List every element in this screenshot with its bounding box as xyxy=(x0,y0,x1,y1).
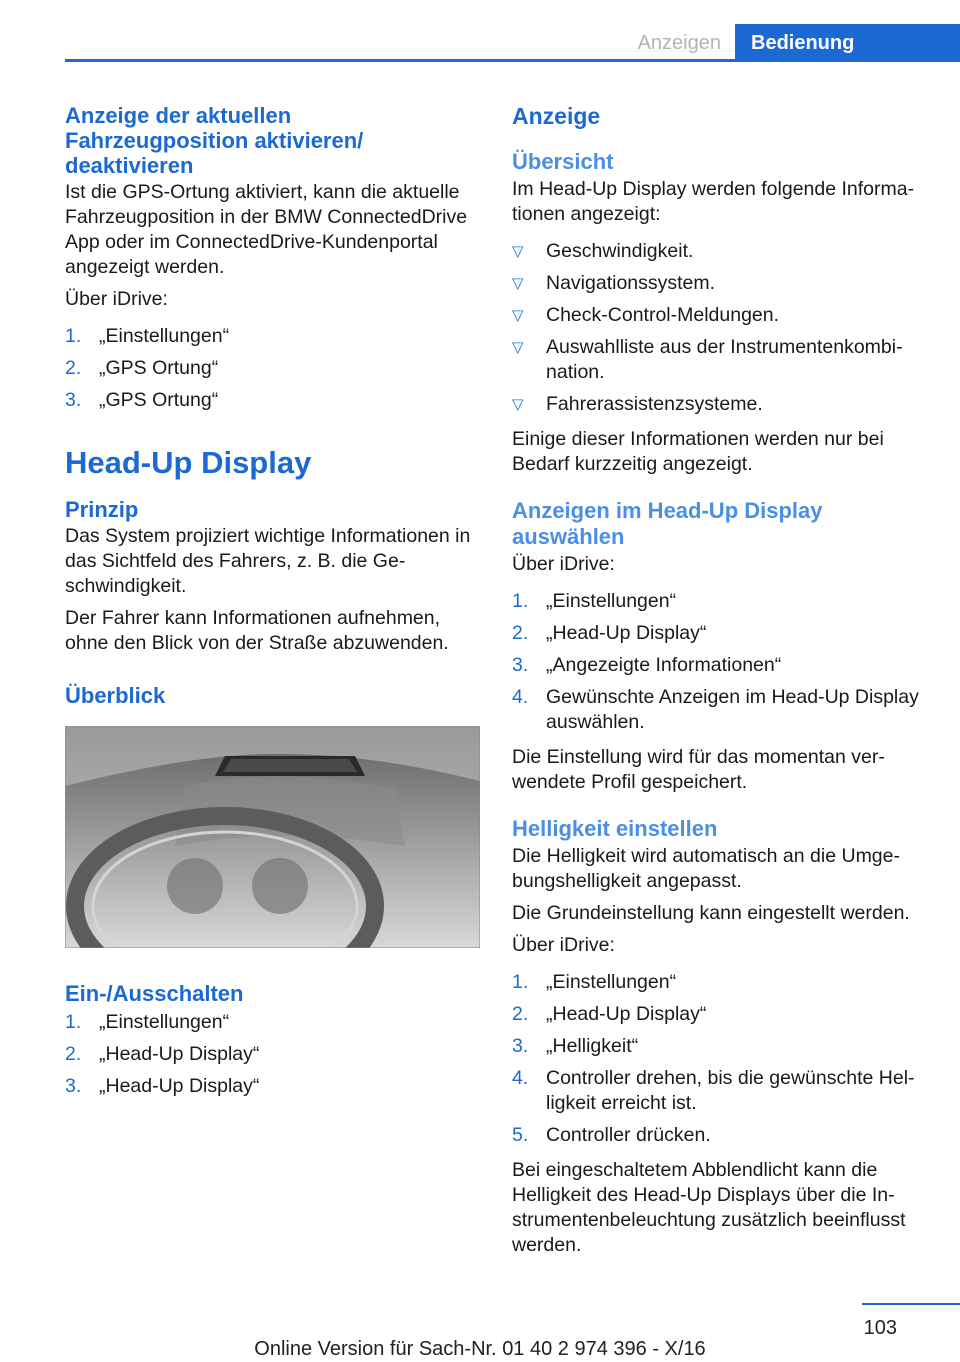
list-item: 4. Gewünschte Anzeigen im Head-Up Display auswählen. xyxy=(512,686,919,733)
list-item: ▽ Geschwindigkeit. xyxy=(512,240,694,262)
header-rule xyxy=(65,59,960,62)
section-heading-overview: Überblick xyxy=(65,683,166,708)
list-item: 1. „Einstellungen“ xyxy=(65,1011,230,1033)
triangle-bullet-icon: ▽ xyxy=(512,243,524,260)
list-item: 1. „Einstellungen“ xyxy=(65,325,230,347)
right-column xyxy=(512,103,932,1265)
tab-bedienung[interactable]: Bedienung xyxy=(735,24,960,62)
list-item: ▽ Navigationssystem. xyxy=(512,272,716,294)
triangle-bullet-icon: ▽ xyxy=(512,275,524,292)
paragraph: Die Einstellung wird für das momentan ver- wendete Profil gespeichert. xyxy=(512,746,885,793)
page-number: 103 xyxy=(863,1317,897,1339)
tab-anzeigen[interactable]: Anzeigen xyxy=(637,32,721,54)
list-item: 4. Controller drehen, bis die gewünschte Hel- ligkeit erreicht ist. xyxy=(512,1067,915,1114)
steps-list xyxy=(512,970,932,1148)
paragraph: Der Fahrer kann Informationen aufnehmen, ohne den Blick von der Straße abzuwenden. xyxy=(65,607,449,654)
section-heading-principle: Prinzip xyxy=(65,497,139,522)
list-item: 3. „GPS Ortung“ xyxy=(65,389,219,411)
paragraph: Ist die GPS-Ortung aktiviert, kann die aktuelle Fahrzeugposition in der BMW ConnectedDrive App oder im ConnectedDrive-Kundenportal angezeigt werden. xyxy=(65,181,468,278)
list-item: 2. „Head-Up Display“ xyxy=(512,622,707,644)
online-version-note: Online Version für Sach-Nr. 01 40 2 974 396 - X/16 xyxy=(254,1338,706,1360)
paragraph: Die Grundeinstellung kann eingestellt werden. xyxy=(512,902,910,924)
list-item: 2. „GPS Ortung“ xyxy=(65,357,219,379)
list-item: ▽ Check-Control-Meldungen. xyxy=(512,304,780,326)
paragraph: Über iDrive: xyxy=(65,288,168,310)
section-heading-select: Anzeigen im Head-Up Display auswählen xyxy=(512,498,823,549)
list-item: 1. „Einstellungen“ xyxy=(512,590,677,612)
paragraph: Über iDrive: xyxy=(512,934,615,956)
section-heading-brightness: Helligkeit einstellen xyxy=(512,816,718,841)
chapter-title: Head-Up Display xyxy=(65,445,312,480)
list-item: ▽ Fahrerassistenzsysteme. xyxy=(512,393,763,415)
triangle-bullet-icon: ▽ xyxy=(512,307,524,324)
page-header xyxy=(65,24,960,62)
section-heading-summary: Übersicht xyxy=(512,149,614,174)
paragraph: Einige dieser Informationen werden nur bei Bedarf kurzzeitig angezeigt. xyxy=(512,428,884,475)
paragraph: Im Head-Up Display werden folgende Informa- tionen angezeigt: xyxy=(512,178,915,225)
list-item: 3. „Helligkeit“ xyxy=(512,1035,639,1057)
head-up-display-photo xyxy=(65,726,480,948)
paragraph: Die Helligkeit wird automatisch an die Umge- bungshelligkeit angepasst. xyxy=(512,845,900,892)
triangle-bullet-icon: ▽ xyxy=(512,396,524,413)
list-item: 3. „Head-Up Display“ xyxy=(65,1075,260,1097)
steps-list xyxy=(65,1010,480,1099)
footer-rule xyxy=(862,1303,960,1305)
section-heading-onoff: Ein-/Ausschalten xyxy=(65,981,244,1006)
bullet-list xyxy=(512,239,932,417)
list-item: 3. „Angezeigte Informationen“ xyxy=(512,654,782,676)
list-item: 5. Controller drücken. xyxy=(512,1124,711,1146)
left-column xyxy=(65,103,480,1109)
section-heading-position: Anzeige der aktuellen Fahrzeugposition aktivieren/ deaktivieren xyxy=(65,103,364,178)
list-item: 2. „Head-Up Display“ xyxy=(65,1043,260,1065)
list-item: ▽ Auswahlliste aus der Instrumentenkombi- nation. xyxy=(512,336,903,383)
section-heading-display: Anzeige xyxy=(512,103,601,129)
triangle-bullet-icon: ▽ xyxy=(512,339,524,356)
paragraph: Bei eingeschaltetem Abblendlicht kann die Helligkeit des Head-Up Displays über die In- strumentenbeleuchtung zusätzlich beeinflusst werden. xyxy=(512,1159,906,1256)
steps-list xyxy=(65,324,480,413)
list-item: 2. „Head-Up Display“ xyxy=(512,1003,707,1025)
list-item: 1. „Einstellungen“ xyxy=(512,971,677,993)
steps-list xyxy=(512,589,932,735)
paragraph: Über iDrive: xyxy=(512,553,615,575)
paragraph: Das System projiziert wichtige Informationen in das Sichtfeld des Fahrers, z. B. die Ge- schwindigkeit. xyxy=(65,525,471,597)
